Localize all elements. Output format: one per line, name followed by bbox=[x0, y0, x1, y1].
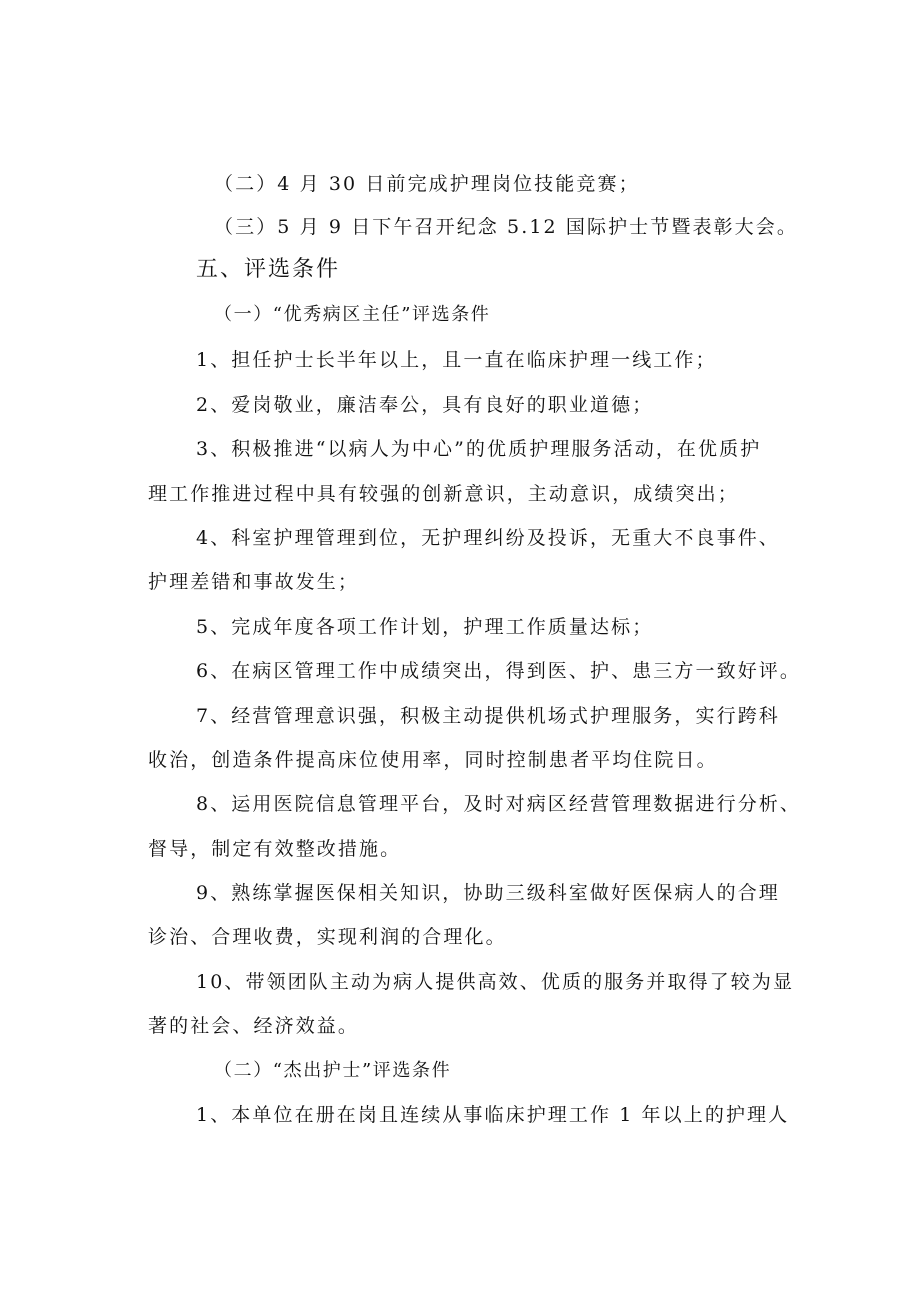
schedule-item-3: （三）5 月 9 日下午召开纪念 5.12 国际护士节暨表彰大会。 bbox=[214, 216, 798, 238]
subsection-heading-outstanding-nurse: （二）“杰出护士”评选条件 bbox=[214, 1060, 452, 1081]
criterion-4-cont: 护理差错和事故发生； bbox=[148, 571, 360, 593]
criterion-10: 10、带领团队主动为病人提供高效、优质的服务并取得了较为显 bbox=[196, 971, 795, 993]
criterion-1: 1、担任护士长半年以上，且一直在临床护理一线工作； bbox=[196, 349, 717, 371]
criterion-7: 7、经营管理意识强，积极主动提供机场式护理服务，实行跨科 bbox=[196, 705, 780, 727]
criterion-8: 8、运用医院信息管理平台，及时对病区经营管理数据进行分析、 bbox=[196, 793, 801, 815]
criterion-2: 2、爱岗敬业，廉洁奉公，具有良好的职业道德； bbox=[196, 394, 654, 416]
criterion-3: 3、积极推进“以病人为中心”的优质护理服务活动，在优质护 bbox=[196, 438, 762, 460]
criterion-6: 6、在病区管理工作中成绩突出，得到医、护、患三方一致好评。 bbox=[196, 660, 801, 682]
schedule-item-2: （二）4 月 30 日前完成护理岗位技能竞赛； bbox=[214, 173, 640, 195]
criterion-9-cont: 诊治、合理收费，实现利润的合理化。 bbox=[148, 926, 507, 948]
criterion-8-cont: 督导，制定有效整改措施。 bbox=[148, 838, 402, 860]
criterion-10-cont: 著的社会、经济效益。 bbox=[148, 1015, 360, 1037]
criterion-9: 9、熟练掌握医保相关知识，协助三级科室做好医保病人的合理 bbox=[196, 882, 780, 904]
subsection-heading-ward-director: （一）“优秀病区主任”评选条件 bbox=[214, 304, 491, 325]
criterion-7-cont: 收治，创造条件提高床位使用率，同时控制患者平均住院日。 bbox=[148, 749, 718, 771]
criterion-5: 5、完成年度各项工作计划，护理工作质量达标； bbox=[196, 616, 654, 638]
section-heading-criteria: 五、评选条件 bbox=[196, 257, 341, 282]
criterion-3-cont: 理工作推进过程中具有较强的创新意识，主动意识，成绩突出； bbox=[148, 483, 739, 505]
criterion-4: 4、科室护理管理到位，无护理纠纷及投诉，无重大不良事件、 bbox=[196, 527, 780, 549]
nurse-criterion-1: 1、本单位在册在岗且连续从事临床护理工作 1 年以上的护理人 bbox=[196, 1104, 790, 1126]
